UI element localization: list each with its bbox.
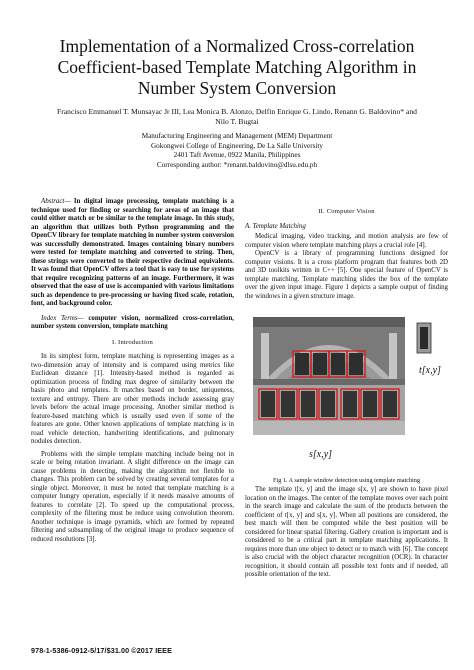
left-column bbox=[31, 198, 234, 544]
section-heading-computer-vision: II. Computer Vision bbox=[318, 208, 375, 215]
authors-line-2: Nilo T. Bugtai bbox=[215, 117, 259, 126]
corresponding-author: Corresponding author: *renann.baldovino@dlsu.edu.ph bbox=[156, 160, 318, 169]
template-window bbox=[417, 323, 431, 353]
cv-paragraph-2: OpenCV is a library of programming functions designed for computer visions. It is a cross platform program that features both 2D and 3D toolkits written in C++ [5]. One special feature of OpenCV is template matching. Template matching slides the box of the template over the given input image. Figure 1 depicts a sample output of finding the windows in a given structure image. bbox=[245, 250, 448, 300]
index-terms bbox=[31, 315, 234, 332]
index-terms-body: computer vision, normalized cross-correlation, number system conversion, template matching bbox=[31, 314, 234, 330]
section-heading-introduction: I. Introduction bbox=[111, 338, 154, 346]
subsection-heading-template-matching: A. Template Matching bbox=[245, 222, 306, 230]
affiliation-block bbox=[60, 132, 414, 170]
paper-title bbox=[40, 36, 434, 99]
image-label: s[x,y] bbox=[309, 449, 333, 460]
copyright-footer: 978-1-5386-0912-5/17/$31.00 ©2017 IEEE bbox=[31, 646, 172, 655]
abstract-body: In digital image processing, template matching is a technique used for finding or searching for areas of an image that could either match or be similar to the template image. In this study, an algorithm that utilizes both Python programming and the OpenCV library for template matching in number system conversion was successfully demonstrated. Images containing binary numbers were tested for template matching and converted to string. Then, these strings were converted to their respective decimal equivalents. It was found that OpenCV offers a tool that is easy to use for systems that require recognizing patterns of an image. Furthermore, it was observed that the ease of use is accompanied with various limitations such as dependence to pre-processing or having fixed scale, rotation, font, and background color. bbox=[31, 198, 234, 307]
right-column bbox=[245, 198, 448, 580]
affiliation-address: 2401 Taft Avenue, 0922 Manila, Philippines bbox=[173, 151, 301, 160]
abstract bbox=[31, 198, 234, 309]
template-label: t[x,y] bbox=[419, 365, 441, 376]
figure-1-image bbox=[247, 309, 446, 474]
intro-paragraph-1: In its simplest form, template matching is representing images as a two-dimension array of intensity and is compared using metrics like Euclidean distance [1]. Intensity-based method is regarded as optimization process of finding max degree of similarity between the basis photo and templates. It matches based on border, uniqueness, texture and entropy. There are other methods include assessing gray levels before the actual image processing. Another similar method is feature-based matching which is usually used even if some of the features are gone. Other known applications of template matching is in road vehicle detection, handwriting identifications, and pulmonary nodules detection. bbox=[31, 353, 234, 445]
cv-paragraph-3: The template t[x, y] and the image s[x, y] are shown to have pixel location on the images. The center of the template moves over each point in the search image and calculate the sum of the products between the coefficient of t[x, y] and s[x, y]. When all positions are considered, the best match will then be computed while the best position will be considered for linear spatial filtering. Gallery creation is important and is considered to be a critical part in template matching applications. It requires more than one object to detect or to match with [6]. The concept is also crucial with the object character recognition (OCR). In character recognition, it should contain all possible text fonts and if needed, all possible orientation of the text. bbox=[245, 486, 448, 578]
index-terms-lead: Index Terms— bbox=[41, 314, 84, 322]
title-line-2: Coefficient-based Template Matching Algorithm in bbox=[57, 57, 417, 77]
authors-line-1: Francisco Emmanuel T. Munsayac Jr III, Lea Monica B. Alonzo, Delfin Enrique G. Lindo, Renann G. Baldovino* and bbox=[57, 107, 417, 116]
affiliation-college: Gokongwei College of Engineering, De La Salle University bbox=[150, 141, 324, 150]
affiliation-department: Manufacturing Engineering and Management (MEM) Department bbox=[141, 132, 333, 140]
intro-paragraph-2: Problems with the simple template matching include being not in scale or being rotation invariant. A slight difference on the image can cause problems in detecting, making the algorithm not flexible to changes. This problem can be solved by creating several templates for a single object. Moreover, it must be noted that template matching is a computer hungry operation, especially if it needs massive amounts of features to correlate [2]. To speed up the computational process, complexity of the filtering must be reduce using convolution theorem. Another technique is image pyramids, which are formed by repeated filtering and subsampling of the original image to produce sequence of reduced resolutions [3]. bbox=[31, 450, 234, 543]
abstract-lead: Abstract— bbox=[41, 198, 71, 205]
title-line-1: Implementation of a Normalized Cross-correlation bbox=[59, 36, 415, 56]
author-list bbox=[30, 107, 444, 127]
title-line-3: Number System Conversion bbox=[137, 78, 337, 98]
figure-1 bbox=[247, 309, 446, 486]
cv-paragraph-1: Medical imaging, video tracking, and motion analysis are few of computer vision where template matching plays a crucial role [4]. bbox=[245, 233, 448, 249]
figure-1-caption: Fig 1. A sample window detection using template matching bbox=[273, 477, 420, 484]
